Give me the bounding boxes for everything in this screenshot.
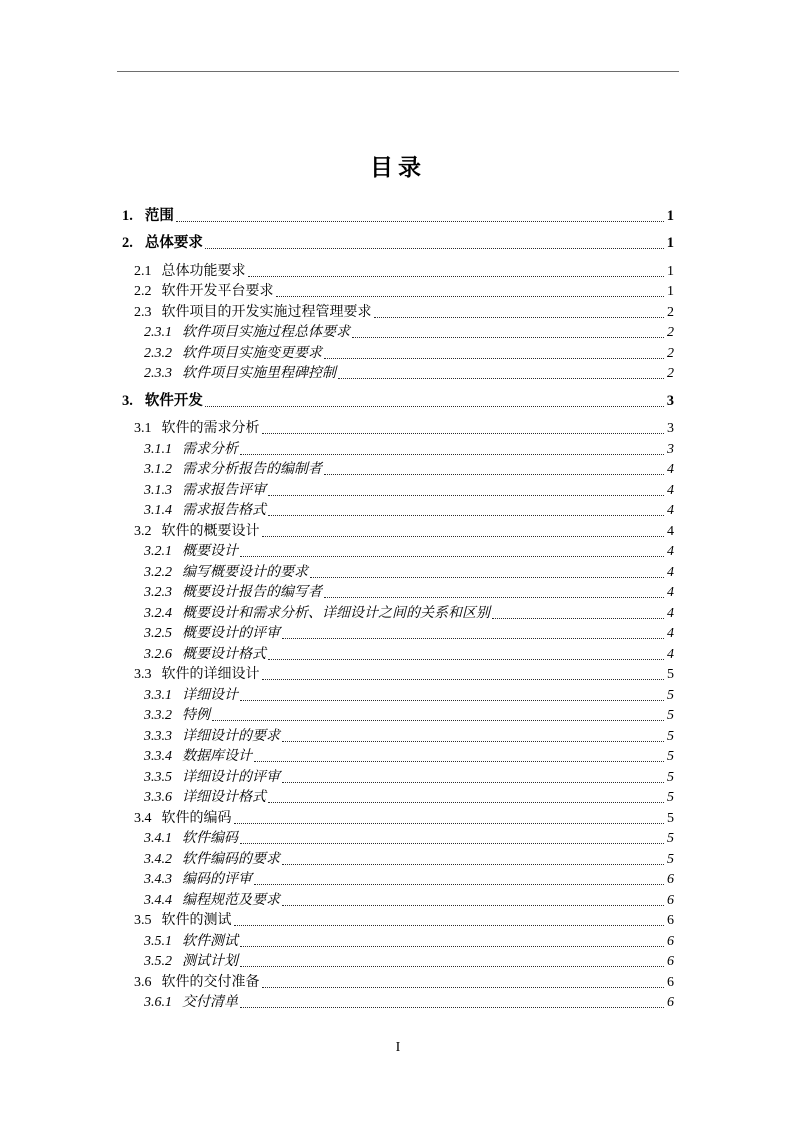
header-divider [117,71,679,72]
toc-entry-page: 5 [667,851,674,867]
toc-entry-label: 总体功能要求 [161,263,246,279]
toc-entry-page: 4 [667,503,674,518]
toc-entry-number: 3.2.1 [144,544,172,559]
toc-entry[interactable] [117,389,679,410]
toc-entry-page: 6 [667,892,674,908]
toc-entry-page: 5 [667,790,674,805]
toc-entry-label: 软件开发 [144,392,203,409]
toc-entry-number: 3. [122,392,133,409]
toc-entry-page: 4 [667,646,674,662]
dot-leader [262,433,665,434]
toc-entry-page: 4 [667,605,674,621]
toc-entry-page: 2 [667,325,674,340]
toc-entry[interactable] [117,745,679,766]
toc-entry-number: 2.3.2 [144,345,172,361]
toc-entry-number: 3.2.5 [144,626,172,641]
toc-entry-label: 需求报告格式 [182,503,266,518]
toc-entry-number: 3.4.2 [144,851,172,867]
dot-leader [262,536,665,537]
toc-entry-page: 3 [667,441,674,457]
toc-entry-label: 编码的评审 [182,872,252,887]
toc-entry[interactable] [117,724,679,745]
toc-entry-number: 3.3.6 [144,790,172,805]
dot-leader [282,905,664,906]
dot-leader [324,597,664,598]
toc-entry[interactable] [117,540,679,561]
footer-page-number: I [395,1040,401,1055]
dot-leader [324,474,664,475]
toc-entry[interactable] [117,642,679,663]
toc-entry-page: 1 [667,284,674,299]
toc-entry-number: 3.1 [134,421,152,436]
toc-entry[interactable] [117,300,679,321]
toc-entry-number: 3.3.3 [144,728,172,744]
toc-entry-label: 详细设计格式 [182,790,266,805]
toc-entry-number: 3.2.6 [144,646,172,662]
toc-entry-label: 需求分析 [182,441,238,457]
toc-entry-page: 5 [667,810,674,826]
dot-leader [276,296,665,297]
toc-entry-number: 3.1.3 [144,482,172,498]
dot-leader [240,1007,664,1008]
toc-entry[interactable] [117,888,679,909]
toc-entry-number: 3.5 [134,913,152,928]
dot-leader [282,741,664,742]
toc-entry-page: 2 [667,304,674,320]
toc-entry[interactable] [117,765,679,786]
toc-entry-label: 软件的测试 [161,913,232,928]
dot-leader [262,987,665,988]
dot-leader [324,358,664,359]
toc-entry-page: 5 [667,831,674,846]
toc-entry[interactable] [117,909,679,930]
toc-entry-page: 4 [667,462,674,477]
toc-entry-number: 2.3.3 [144,366,172,381]
toc-entry[interactable] [117,950,679,971]
toc-entry-page: 5 [667,749,674,764]
toc-entry[interactable] [117,868,679,889]
toc-entry-label: 软件的需求分析 [161,421,260,436]
toc-entry-number: 3.4.1 [144,831,172,846]
dot-leader [240,454,664,455]
toc-entry[interactable] [117,458,679,479]
toc-entry-page: 5 [667,687,674,703]
toc-entry-number: 3.2 [134,523,152,539]
toc-entry-label: 编写概要设计的要求 [182,564,308,580]
dot-leader [268,515,664,516]
toc-entry[interactable] [117,622,679,643]
toc-entry-page: 5 [667,667,674,682]
dot-leader [240,946,664,947]
toc-entry-number: 3.1.4 [144,503,172,518]
toc-entry-label: 概要设计的评审 [182,626,280,641]
dot-leader [234,925,665,926]
toc-entry-number: 3.5.1 [144,933,172,949]
toc-entry-page: 6 [667,913,674,928]
toc-entry[interactable] [117,259,679,280]
toc-entry-label: 软件的详细设计 [161,667,260,682]
dot-leader [240,843,664,844]
toc-entry-page: 6 [667,933,674,949]
toc-entry[interactable] [117,847,679,868]
toc-entry-number: 3.5.2 [144,954,172,969]
toc-entry-label: 软件项目的开发实施过程管理要求 [161,304,372,320]
toc-list [117,200,679,1011]
toc-entry-label: 编程规范及要求 [182,892,280,908]
toc-entry[interactable] [117,519,679,540]
toc-entry-page: 5 [667,708,674,723]
toc-entry-page: 4 [667,585,674,600]
toc-entry-number: 3.2.4 [144,605,172,621]
toc-entry-page: 5 [667,728,674,744]
toc-entry[interactable] [117,683,679,704]
toc-entry[interactable] [117,321,679,342]
toc-entry-label: 需求报告评审 [182,482,266,498]
toc-entry-page: 3 [666,392,674,409]
dot-leader [310,577,664,578]
toc-entry-number: 3.4.3 [144,872,172,887]
toc-entry-page: 1 [666,235,674,251]
toc-entry-label: 总体要求 [144,235,203,251]
toc-entry-number: 3.3.1 [144,687,172,703]
toc-entry[interactable] [117,601,679,622]
toc-entry-page: 6 [667,872,674,887]
toc-entry[interactable] [117,806,679,827]
toc-entry[interactable] [117,437,679,458]
toc-entry[interactable] [117,970,679,991]
toc-entry-page: 4 [667,544,674,559]
toc-entry-number: 1. [122,207,133,224]
toc-entry-number: 2.3.1 [144,325,172,340]
dot-leader [352,337,664,338]
toc-entry[interactable] [117,581,679,602]
toc-entry-label: 软件编码的要求 [182,851,280,867]
toc-entry-label: 软件的交付准备 [161,974,260,990]
toc-entry-number: 3.4.4 [144,892,172,908]
toc-entry-label: 交付清单 [182,995,238,1010]
toc-entry[interactable] [117,827,679,848]
dot-leader [282,638,664,639]
toc-entry-number: 3.3.2 [144,708,172,723]
toc-entry-page: 1 [666,207,674,224]
toc-entry-label: 数据库设计 [182,749,252,764]
dot-leader [212,720,664,721]
dot-leader [205,248,664,249]
toc-entry-number: 3.3 [134,667,152,682]
toc-entry-label: 概要设计和需求分析、详细设计之间的关系和区别 [182,605,490,621]
dot-leader [254,884,664,885]
toc-entry[interactable] [117,560,679,581]
dot-leader [268,495,664,496]
toc-entry-number: 3.6 [134,974,152,990]
toc-entry-page: 2 [667,345,674,361]
toc-entry[interactable] [117,341,679,362]
toc-entry-number: 2. [122,235,133,251]
dot-leader [240,966,664,967]
toc-entry-label: 软件的概要设计 [161,523,260,539]
toc-entry[interactable] [117,929,679,950]
toc-entry-number: 2.1 [134,263,152,279]
toc-entry-label: 软件项目实施过程总体要求 [182,325,350,340]
toc-entry-number: 3.3.4 [144,749,172,764]
toc-entry-label: 软件的编码 [161,810,232,826]
toc-entry-label: 软件测试 [182,933,238,949]
toc-entry-page: 3 [667,421,674,436]
toc-entry-label: 测试计划 [182,954,238,969]
toc-entry-page: 6 [667,954,674,969]
dot-leader [492,618,664,619]
dot-leader [205,406,664,407]
toc-entry[interactable] [117,204,679,225]
toc-entry-page: 5 [667,769,674,785]
toc-entry[interactable] [117,478,679,499]
toc-entry-label: 详细设计的要求 [182,728,280,744]
toc-entry-label: 范围 [144,207,174,224]
toc-entry[interactable] [117,704,679,725]
toc-entry[interactable] [117,417,679,438]
toc-entry-number: 3.1.2 [144,462,172,477]
toc-entry[interactable] [117,232,679,253]
dot-leader [282,864,664,865]
toc-entry-number: 3.1.1 [144,441,172,457]
dot-leader [176,221,664,222]
dot-leader [240,700,664,701]
toc-entry-page: 4 [667,482,674,498]
page-title: 目录 [370,155,426,180]
toc-entry[interactable] [117,663,679,684]
toc-entry-page: 4 [667,523,674,539]
toc-entry-number: 3.3.5 [144,769,172,785]
toc-entry-label: 需求分析报告的编制者 [182,462,322,477]
toc-entry-page: 1 [667,263,674,279]
toc-entry[interactable] [117,280,679,301]
dot-leader [374,317,665,318]
toc-entry-label: 软件项目实施变更要求 [182,345,322,361]
toc-entry-label: 特例 [182,708,210,723]
toc-entry-number: 3.2.2 [144,564,172,580]
dot-leader [234,823,665,824]
toc-entry-label: 软件编码 [182,831,238,846]
toc-entry-label: 概要设计格式 [182,646,266,662]
dot-leader [248,276,665,277]
toc-entry-page: 6 [667,995,674,1010]
toc-entry-number: 3.2.3 [144,585,172,600]
toc-entry[interactable] [117,991,679,1012]
toc-entry-page: 4 [667,626,674,641]
toc-entry-number: 2.3 [134,304,152,320]
dot-leader [240,556,664,557]
dot-leader [282,782,664,783]
toc-entry-label: 概要设计报告的编写者 [182,585,322,600]
toc-entry-label: 软件开发平台要求 [161,284,274,299]
toc-entry-label: 详细设计 [182,687,238,703]
toc-entry-number: 3.4 [134,810,152,826]
toc-entry-number: 2.2 [134,284,152,299]
toc-entry-page: 4 [667,564,674,580]
dot-leader [254,761,664,762]
toc-entry-label: 软件项目实施里程碑控制 [182,366,336,381]
toc-entry-page: 6 [667,974,674,990]
toc-entry-label: 概要设计 [182,544,238,559]
toc-entry-label: 详细设计的评审 [182,769,280,785]
dot-leader [262,679,665,680]
toc-entry[interactable] [117,499,679,520]
toc-entry-page: 2 [667,366,674,381]
dot-leader [268,659,664,660]
toc-entry[interactable] [117,786,679,807]
toc-entry-number: 3.6.1 [144,995,172,1010]
toc-entry[interactable] [117,362,679,383]
dot-leader [268,802,664,803]
dot-leader [338,378,664,379]
